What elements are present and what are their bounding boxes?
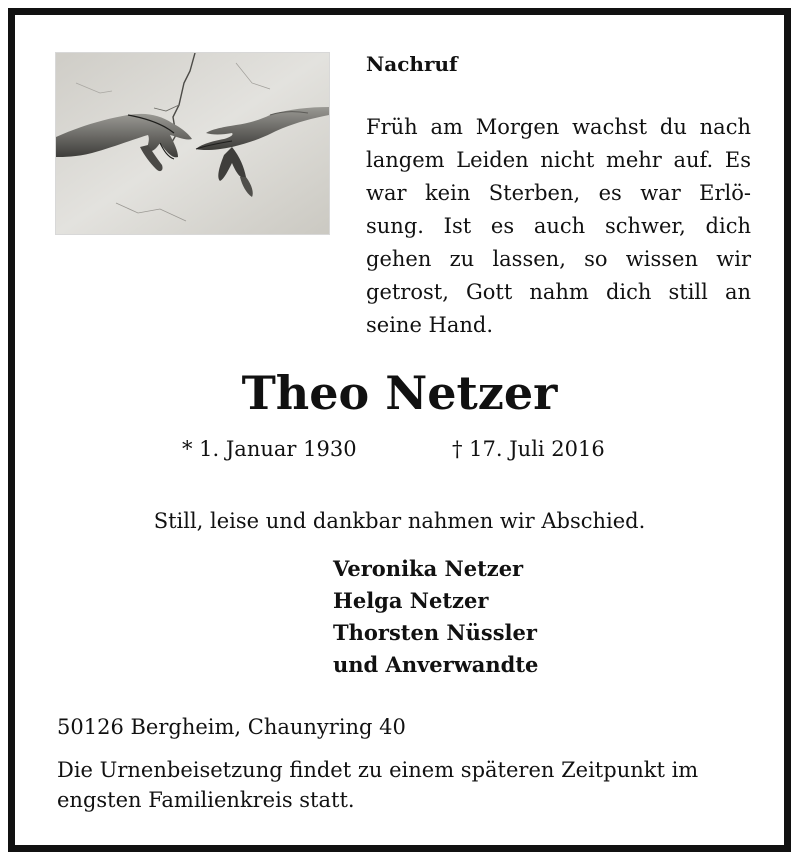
mourner-name: Veronika Netzer	[333, 556, 524, 581]
mourner-name: Helga Netzer	[333, 588, 489, 613]
poem-line: gehen zu lassen, so wissen wir	[366, 247, 751, 271]
farewell-text: Still, leise und dankbar nahmen wir Abschied.	[153, 509, 646, 533]
mourner-name: Thorsten Nüssler	[333, 620, 537, 645]
hands-image	[56, 53, 329, 234]
deceased-name: Theo Netzer	[241, 366, 558, 420]
poem-line: getrost, Gott nahm dich still an	[366, 280, 751, 304]
mourners-list	[333, 553, 538, 681]
mourner-name: und Anverwandte	[333, 652, 539, 677]
family-address: 50126 Bergheim, Chaunyring 40	[57, 715, 406, 739]
poem-line: Früh am Morgen wachst du nach	[366, 115, 751, 139]
poem-line: langem Leiden nicht mehr auf. Es	[366, 148, 751, 172]
hands-illustration	[55, 52, 330, 235]
poem-text	[366, 111, 751, 342]
obituary-heading: Nachruf	[366, 52, 458, 76]
death-date: † 17. Juli 2016	[452, 437, 605, 461]
birth-date: * 1. Januar 1930	[182, 437, 357, 461]
burial-notice: Die Urnenbeisetzung findet zu einem späteren Zeitpunkt im engsten Familienkreis statt.	[57, 758, 699, 812]
poem-line: war kein Sterben, es war Erlö-	[366, 181, 751, 205]
obituary-frame	[8, 8, 791, 852]
poem-line: sung. Ist es auch schwer, dich	[366, 214, 751, 238]
poem-line: seine Hand.	[366, 313, 494, 337]
